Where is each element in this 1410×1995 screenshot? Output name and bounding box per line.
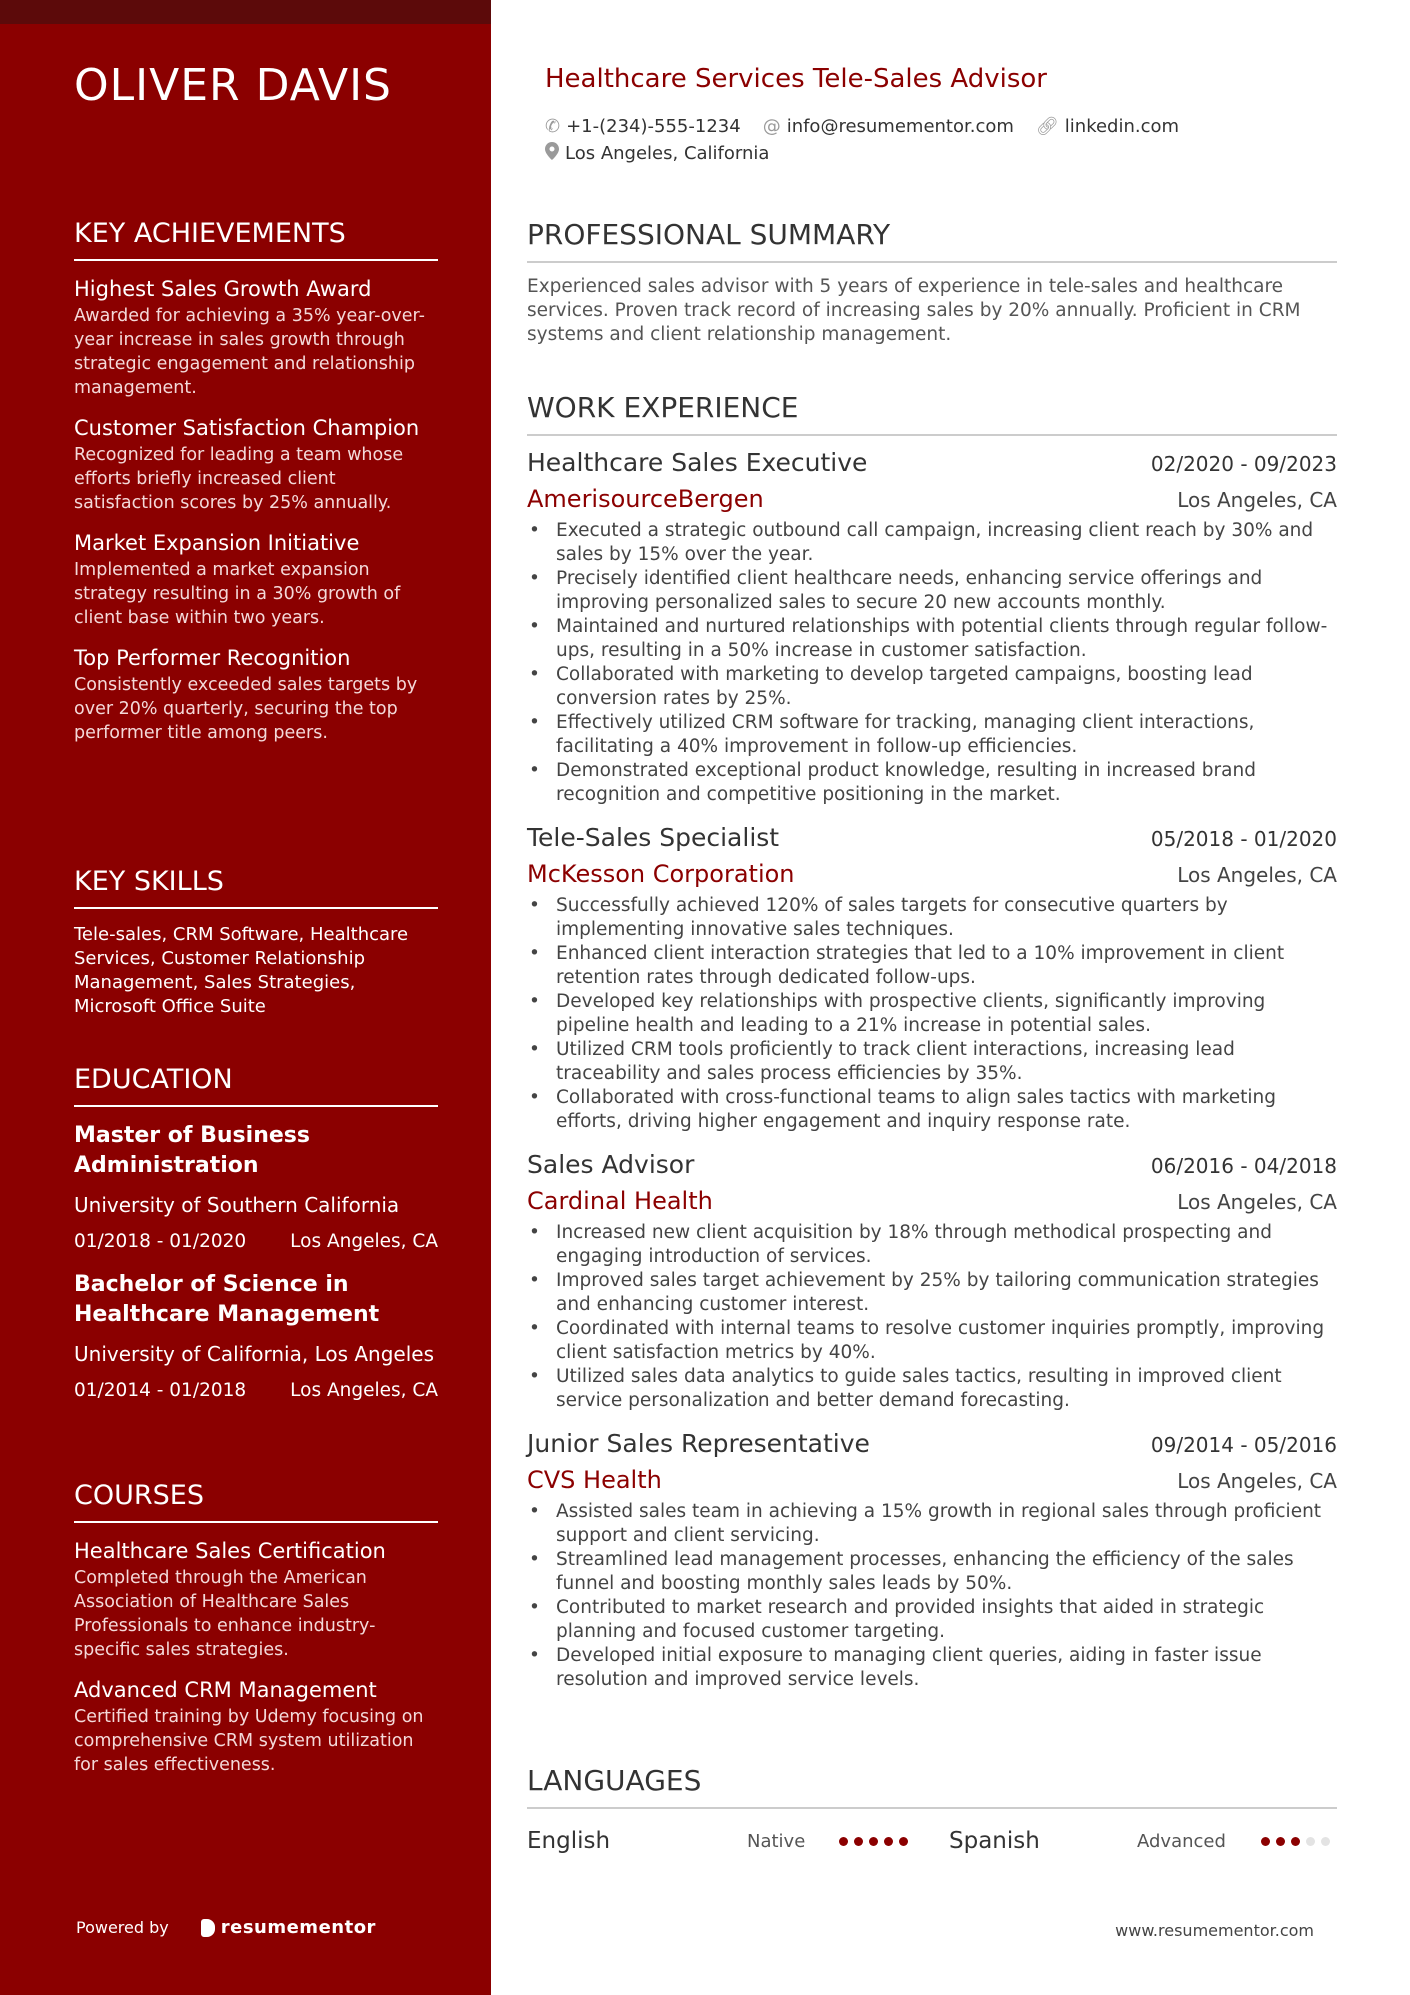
job-bullet: • Developed initial exposure to managing client queries, aiding in faster issue resolution and improved service levels. bbox=[527, 1644, 1337, 1692]
achievement-title: Highest Sales Growth Award bbox=[74, 277, 372, 301]
link-icon: 🔗︎ bbox=[1035, 116, 1059, 137]
phone-text: +1-(234)-555-1234 bbox=[566, 116, 741, 137]
education-location: Los Angeles, CA bbox=[290, 1231, 438, 1252]
job-bullet: • Contributed to market research and provided insights that aided in strategic planning and focused customer targeting. bbox=[527, 1596, 1337, 1644]
job-bullet: • Maintained and nurtured relationships with potential clients through regular follow-ups, resulting in a 50% increase in customer satisfaction. bbox=[527, 615, 1337, 663]
location-pin-icon bbox=[545, 142, 559, 165]
summary-text: Experienced sales advisor with 5 years of experience in tele-sales and healthcare services. Proven track record of increasing sales by 20% annually. Proficient in CRM systems and client relationship management. bbox=[527, 276, 1301, 345]
languages-heading: LANGUAGES bbox=[527, 1764, 1337, 1809]
job-company: McKesson Corporation bbox=[527, 860, 795, 888]
rating-dot-filled bbox=[884, 1837, 893, 1846]
candidate-name: OLIVER DAVIS bbox=[74, 60, 392, 111]
achievement-item bbox=[74, 644, 438, 745]
job-dates: 02/2020 - 09/2023 bbox=[1150, 452, 1337, 476]
rating-dot-empty bbox=[1321, 1837, 1330, 1846]
achievement-desc: Consistently exceeded sales targets by over 20% quarterly, securing the top performer title among peers. bbox=[74, 675, 418, 743]
rating-dot-filled bbox=[899, 1837, 908, 1846]
at-icon: @ bbox=[762, 116, 781, 137]
job-location: Los Angeles, CA bbox=[1177, 1190, 1337, 1214]
powered-by-label: Powered by bbox=[76, 1918, 169, 1937]
rating-dot-filled bbox=[869, 1837, 878, 1846]
course-item bbox=[74, 1537, 438, 1662]
language-item bbox=[527, 1828, 949, 1854]
linkedin-text: linkedin.com bbox=[1064, 116, 1180, 137]
languages-section bbox=[527, 1764, 1337, 1861]
achievements-section bbox=[74, 218, 438, 759]
job-dates: 05/2018 - 01/2020 bbox=[1150, 827, 1337, 851]
achievement-item bbox=[74, 275, 438, 400]
job-location: Los Angeles, CA bbox=[1177, 1469, 1337, 1493]
contact-block bbox=[545, 113, 1201, 167]
contact-phone[interactable] bbox=[545, 116, 741, 137]
job-entry bbox=[527, 1150, 1337, 1413]
job-bullet: • Improved sales target achievement by 25% by tailoring communication strategies and enhancing customer interest. bbox=[527, 1269, 1337, 1317]
experience-heading: WORK EXPERIENCE bbox=[527, 391, 1337, 436]
job-role: Healthcare Sales Executive bbox=[527, 448, 868, 477]
courses-heading: COURSES bbox=[74, 1480, 438, 1523]
skills-text: Tele-sales, CRM Software, Healthcare Services, Customer Relationship Management, Sales Strategies, Microsoft Office Suite bbox=[74, 924, 409, 1017]
job-bullets bbox=[527, 1221, 1337, 1413]
job-bullet: • Executed a strategic outbound call campaign, increasing client reach by 30% and sales by 15% over the year. bbox=[527, 519, 1337, 567]
language-item bbox=[949, 1828, 1371, 1854]
education-dates: 01/2018 - 01/2020 bbox=[74, 1231, 247, 1252]
summary-section bbox=[527, 218, 1337, 347]
language-name: Spanish bbox=[949, 1828, 1040, 1854]
achievement-title: Market Expansion Initiative bbox=[74, 531, 360, 555]
rating-dot-filled bbox=[1261, 1837, 1270, 1846]
contact-location bbox=[545, 142, 769, 165]
job-bullet: • Collaborated with cross-functional teams to align sales tactics with marketing efforts, driving higher engagement and inquiry response rate. bbox=[527, 1086, 1337, 1134]
education-heading: EDUCATION bbox=[74, 1064, 438, 1107]
education-school: University of California, Los Angeles bbox=[74, 1342, 435, 1366]
skills-section bbox=[74, 866, 438, 1019]
language-name: English bbox=[527, 1828, 611, 1854]
job-bullet: • Demonstrated exceptional product knowledge, resulting in increased brand recognition and competitive positioning in the market. bbox=[527, 759, 1337, 807]
job-bullet: • Developed key relationships with prospective clients, significantly improving pipeline health and leading to a 21% increase in potential sales. bbox=[527, 990, 1337, 1038]
summary-heading: PROFESSIONAL SUMMARY bbox=[527, 218, 1337, 263]
job-company: AmerisourceBergen bbox=[527, 485, 764, 513]
job-bullet: • Coordinated with internal teams to resolve customer inquiries promptly, improving client satisfaction metrics by 40%. bbox=[527, 1317, 1337, 1365]
education-degree: Master of Business Administration bbox=[74, 1123, 310, 1178]
achievement-desc: Implemented a market expansion strategy resulting in a 30% growth of client base within two years. bbox=[74, 560, 401, 628]
education-dates: 01/2014 - 01/2018 bbox=[74, 1380, 247, 1401]
brand-logo-icon bbox=[201, 1919, 215, 1937]
course-desc: Certified training by Udemy focusing on comprehensive CRM system utilization for sales effectiveness. bbox=[74, 1707, 424, 1775]
job-dates: 09/2014 - 05/2016 bbox=[1150, 1433, 1337, 1457]
achievement-item bbox=[74, 529, 438, 630]
headline: Healthcare Services Tele-Sales Advisor bbox=[545, 64, 1047, 94]
footer-url[interactable]: www.resumementor.com bbox=[1115, 1921, 1314, 1940]
course-desc: Completed through the American Association of Healthcare Sales Professionals to enhance industry-specific sales strategies. bbox=[74, 1568, 376, 1660]
job-role: Tele-Sales Specialist bbox=[527, 823, 780, 852]
skills-heading: KEY SKILLS bbox=[74, 866, 438, 909]
job-location: Los Angeles, CA bbox=[1177, 863, 1337, 887]
achievements-heading: KEY ACHIEVEMENTS bbox=[74, 218, 438, 261]
job-bullet: • Precisely identified client healthcare needs, enhancing service offerings and improving personalized sales to secure 20 new accounts monthly. bbox=[527, 567, 1337, 615]
brand-logo[interactable] bbox=[201, 1917, 376, 1938]
education-item bbox=[74, 1270, 438, 1401]
language-level: Advanced bbox=[1137, 1830, 1226, 1852]
achievement-item bbox=[74, 414, 438, 515]
rating-dot-filled bbox=[1276, 1837, 1285, 1846]
education-section bbox=[74, 1064, 438, 1419]
job-location: Los Angeles, CA bbox=[1177, 488, 1337, 512]
location-text: Los Angeles, California bbox=[565, 143, 770, 164]
job-bullet: • Collaborated with marketing to develop targeted campaigns, boosting lead conversion rates by 25%. bbox=[527, 663, 1337, 711]
job-bullet: • Enhanced client interaction strategies that led to a 10% improvement in client retention rates through dedicated follow-ups. bbox=[527, 942, 1337, 990]
achievement-title: Top Performer Recognition bbox=[74, 646, 351, 670]
job-bullets bbox=[527, 1500, 1337, 1692]
job-bullet: • Increased new client acquisition by 18% through methodical prospecting and engaging introduction of services. bbox=[527, 1221, 1337, 1269]
job-role: Junior Sales Representative bbox=[527, 1429, 870, 1458]
contact-linkedin[interactable] bbox=[1036, 116, 1179, 137]
contact-email[interactable] bbox=[763, 116, 1014, 137]
job-company: CVS Health bbox=[527, 1466, 662, 1494]
sidebar-top-strip bbox=[0, 0, 491, 24]
language-rating bbox=[839, 1837, 949, 1846]
achievement-title: Customer Satisfaction Champion bbox=[74, 416, 420, 440]
job-role: Sales Advisor bbox=[527, 1150, 695, 1179]
brand-name: resumementor bbox=[220, 1917, 376, 1938]
job-bullet: • Assisted sales team in achieving a 15% growth in regional sales through proficient support and client servicing. bbox=[527, 1500, 1337, 1548]
powered-by bbox=[76, 1917, 376, 1938]
course-title: Advanced CRM Management bbox=[74, 1678, 377, 1702]
rating-dot-empty bbox=[1306, 1837, 1315, 1846]
job-entry bbox=[527, 823, 1337, 1134]
job-dates: 06/2016 - 04/2018 bbox=[1150, 1154, 1337, 1178]
job-bullet: • Utilized CRM tools proficiently to track client interactions, increasing lead traceability and sales process efficiencies by 35%. bbox=[527, 1038, 1337, 1086]
job-entry bbox=[527, 448, 1337, 807]
job-entry bbox=[527, 1429, 1337, 1692]
rating-dot-filled bbox=[854, 1837, 863, 1846]
job-bullets bbox=[527, 519, 1337, 807]
achievement-desc: Awarded for achieving a 35% year-over-year increase in sales growth through strategic engagement and relationship management. bbox=[74, 306, 425, 398]
email-text: info@resumementor.com bbox=[786, 116, 1014, 137]
course-item bbox=[74, 1676, 438, 1777]
language-level: Native bbox=[747, 1830, 806, 1852]
education-location: Los Angeles, CA bbox=[290, 1380, 438, 1401]
experience-section bbox=[527, 391, 1337, 1708]
language-rating bbox=[1261, 1837, 1371, 1846]
job-bullet: • Streamlined lead management processes, enhancing the efficiency of the sales funnel and boosting monthly sales leads by 50%. bbox=[527, 1548, 1337, 1596]
phone-icon: ✆ bbox=[545, 116, 561, 137]
job-company: Cardinal Health bbox=[527, 1187, 713, 1215]
course-title: Healthcare Sales Certification bbox=[74, 1539, 386, 1563]
education-school: University of Southern California bbox=[74, 1193, 400, 1217]
job-bullet: • Effectively utilized CRM software for tracking, managing client interactions, facilitating a 40% improvement in follow-up efficiencies. bbox=[527, 711, 1337, 759]
courses-section bbox=[74, 1480, 438, 1791]
job-bullet: • Successfully achieved 120% of sales targets for consecutive quarters by implementing innovative sales techniques. bbox=[527, 894, 1337, 942]
job-bullets bbox=[527, 894, 1337, 1134]
education-degree: Bachelor of Science in Healthcare Management bbox=[74, 1272, 380, 1327]
achievement-desc: Recognized for leading a team whose efforts briefly increased client satisfaction scores by 25% annually. bbox=[74, 445, 404, 513]
job-bullet: • Utilized sales data analytics to guide sales tactics, resulting in improved client service personalization and better demand forecasting. bbox=[527, 1365, 1337, 1413]
rating-dot-filled bbox=[1291, 1837, 1300, 1846]
education-item bbox=[74, 1121, 438, 1252]
rating-dot-filled bbox=[839, 1837, 848, 1846]
